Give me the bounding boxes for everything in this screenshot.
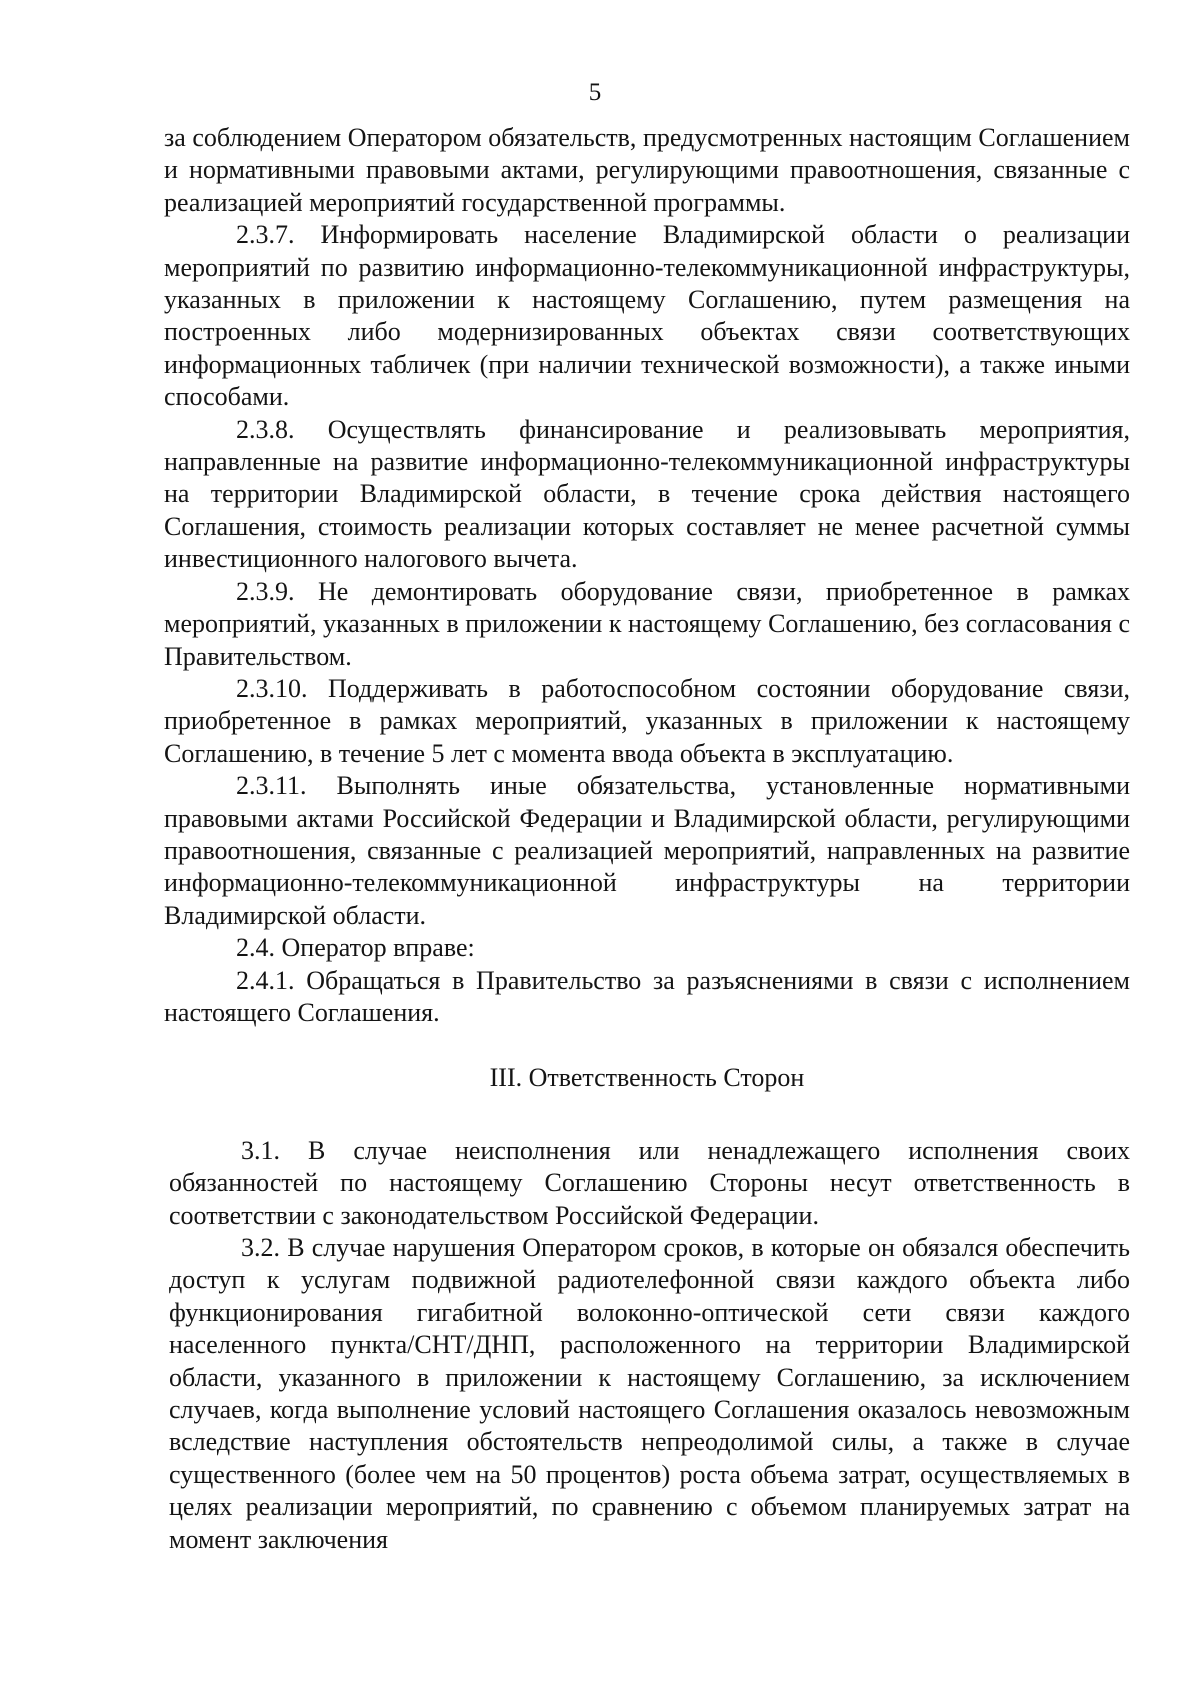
paragraph-2-3-8: 2.3.8. Осуществлять финансирование и реализовывать мероприятия, направленные на развитие информационно-телекоммуникационной инфраструктуры на территории Владимирской области, в течение срока действия настоящего Соглашения, стоимость реализации которых составляет не менее расчетной суммы инвестиционного налогового вычета. bbox=[164, 414, 1130, 574]
paragraph-2-4: 2.4. Оператор вправе: bbox=[236, 933, 475, 963]
paragraph-2-3-11: 2.3.11. Выполнять иные обязательства, установленные нормативными правовыми актами Российской Федерации и Владимирской области, регулирующими правоотношения, связанные с реализацией мероприятий, направленных на развитие информационно-телекоммуникационной инфраструктуры на территории Владимирской области. bbox=[164, 771, 1130, 930]
paragraph-2-3-7: 2.3.7. Информировать население Владимирской области о реализации мероприятий по развитию информационно-телекоммуникационной инфраструктуры, указанных в приложении к настоящему Соглашению, путем размещения на построенных либо модернизированных объектах связи соответствующих информационных табличек (при наличии технической возможности), а также иными способами. bbox=[164, 220, 1130, 412]
section-heading-3: III. Ответственность Сторон bbox=[489, 1063, 805, 1093]
paragraph-3-1: 3.1. В случае неисполнения или ненадлежащего исполнения своих обязанностей по настоящему Соглашению Стороны несут ответственность в соответствии с законодательством Российской Федерации. bbox=[169, 1135, 1130, 1230]
paragraph-2-3-9: 2.3.9. Не демонтировать оборудование связи, приобретенное в рамках мероприятий, указанных в приложении к настоящему Соглашению, без согласования с Правительством. bbox=[164, 576, 1130, 671]
paragraph-continuation: за соблюдением Оператором обязательств, предусмотренных настоящим Соглашением и нормативными правовыми актами, регулирующими правоотношения, связанные с реализацией мероприятий государственной программы. bbox=[164, 123, 1130, 217]
section-3-body bbox=[164, 1135, 1130, 1556]
paragraph-2-3-10: 2.3.10. Поддерживать в работоспособном состоянии оборудование связи, приобретенное в рамках мероприятий, указанных в приложении к настоящему Соглашению, в течение 5 лет с момента ввода объекта в эксплуатацию. bbox=[164, 673, 1130, 768]
page-number: 5 bbox=[588, 79, 602, 106]
paragraph-3-2: 3.2. В случае нарушения Оператором сроков, в которые он обязался обеспечить доступ к услугам подвижной радиотелефонной связи каждого объекта либо функционирования гигабитной волоконно-оптической сети связи каждого населенного пункта/СНТ/ДНП, расположенного на территории Владимирской области, указанного в приложении к настоящему Соглашению, за исключением случаев, когда выполнение условий настоящего Соглашения оказалось невозможным вследствие наступления обстоятельств непреодолимой силы, а также в случае существенного (более чем на 50 процентов) роста объема затрат, осуществляемых в целях реализации мероприятий, по сравнению с объемом планируемых затрат на момент заключения bbox=[169, 1233, 1130, 1554]
paragraph-2-4-1: 2.4.1. Обращаться в Правительство за разъяснениями в связи с исполнением настоящего Соглашения. bbox=[164, 965, 1130, 1027]
document-body bbox=[164, 122, 1130, 1556]
